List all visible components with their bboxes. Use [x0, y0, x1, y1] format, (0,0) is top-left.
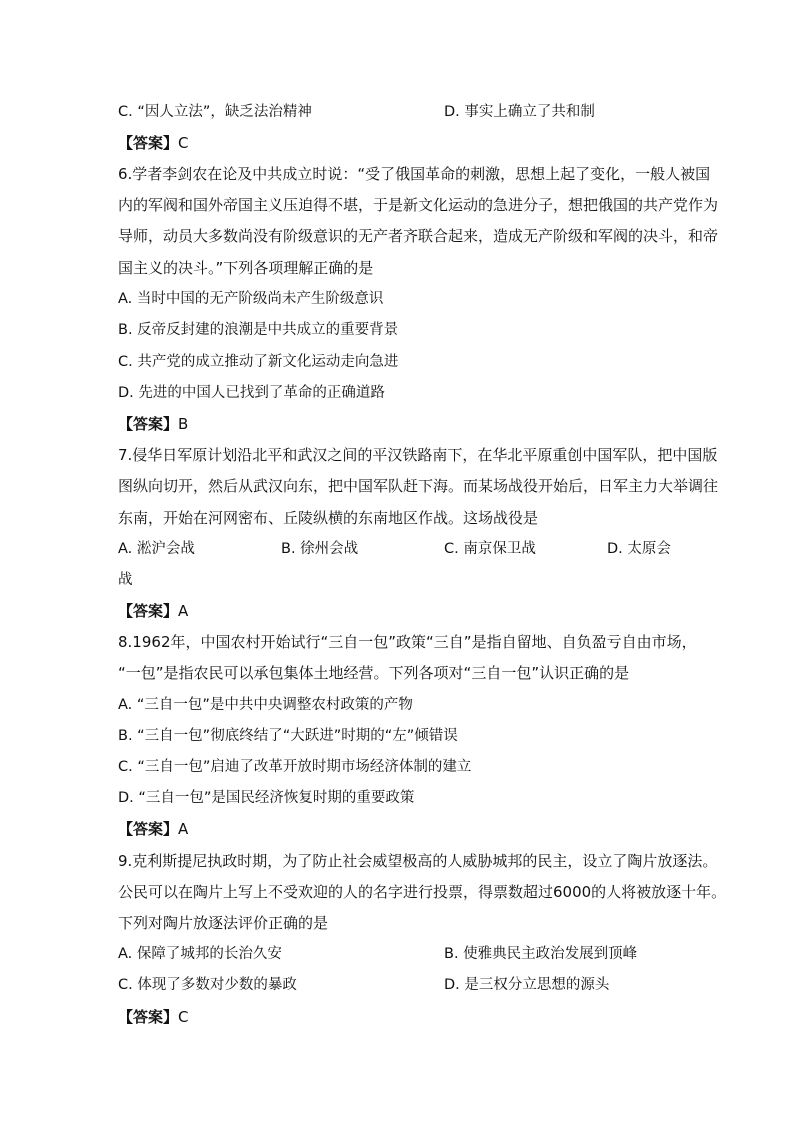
- q6-stem-line-4: 国主义的决斗。”下列各项理解正确的是: [118, 259, 374, 277]
- answer-label: 【答案】: [118, 820, 179, 838]
- q6-option-b: B. 反帝反封建的浪潮是中共成立的重要背景: [118, 322, 399, 338]
- q7-stem-line-2: 图纵向切开，然后从武汉向东，把中国军队赶下海。而某场战役开始后，日军主力大举调往: [118, 477, 719, 495]
- q8-option-d: D. “三自一包”是国民经济恢复时期的重要政策: [118, 790, 415, 806]
- q7-option-a: A. 淞沪会战: [118, 541, 195, 557]
- q8-stem-line-1: 8.1962年，中国农村开始试行“三自一包”政策“三自”是指自留地、自负盈亏自由市场，: [118, 633, 697, 651]
- answer-label: 【答案】: [118, 602, 179, 620]
- answer-value: C: [178, 134, 189, 152]
- answer-value: B: [178, 415, 189, 433]
- q9-option-a: A. 保障了城邦的长治久安: [118, 946, 282, 962]
- q7-option-d: D. 太原会: [607, 541, 671, 557]
- q7-option-c: C. 南京保卫战: [444, 541, 536, 557]
- q9-stem-line-1: 9.克利斯提尼执政时期，为了防止社会威望极高的人威胁城邦的民主，设立了陶片放逐法。: [118, 852, 718, 870]
- q9-option-d: D. 是三权分立思想的源头: [444, 977, 610, 993]
- q6-option-d: D. 先进的中国人已找到了革命的正确道路: [118, 385, 385, 401]
- answer-value: C: [178, 1008, 189, 1026]
- q7-stem-line-1: 7.侵华日军原计划沿北平和武汉之间的平汉铁路南下，在华北平原重创中国军队，把中国版: [118, 446, 718, 464]
- q8-stem-line-2: “一包”是指农民可以承包集体土地经营。下列各项对“三自一包”认识正确的是: [118, 664, 630, 682]
- q6-stem-line-2: 内的军阀和国外帝国主义压迫得不堪，于是新文化运动的急进分子，想把俄国的共产党作为: [118, 196, 719, 214]
- q5-option-d: D. 事实上确立了共和制: [444, 104, 595, 120]
- q9-option-c: C. 体现了多数对少数的暴政: [118, 977, 297, 993]
- q6-stem-line-1: 6.学者李剑农在论及中共成立时说：“受了俄国革命的刺激，思想上起了变化，一般人被国: [118, 165, 711, 183]
- q7-option-b: B. 徐州会战: [281, 541, 359, 557]
- q9-stem-line-3: 下列对陶片放逐法评价正确的是: [118, 914, 329, 932]
- q9-answer: [118, 1006, 189, 1028]
- q5-option-c: C. “因人立法”，缺乏法治精神: [118, 104, 312, 120]
- q9-option-b: B. 使雅典民主政治发展到顶峰: [444, 946, 638, 962]
- q8-option-a: A. “三自一包”是中共中央调整农村政策的产物: [118, 697, 413, 713]
- q8-option-b: B. “三自一包”彻底终结了“大跃进”时期的“左”倾错误: [118, 728, 458, 744]
- q7-option-d-wrap: 战: [118, 572, 133, 588]
- answer-label: 【答案】: [118, 415, 179, 433]
- q7-answer: [118, 600, 188, 622]
- answer-value: A: [178, 820, 189, 838]
- q6-option-c: C. 共产党的成立推动了新文化运动走向急进: [118, 354, 399, 370]
- q5-answer: [118, 132, 189, 154]
- q9-stem-line-2: 公民可以在陶片上写上不受欢迎的人的名字进行投票，得票数超过6000的人将被放逐十年。: [118, 883, 727, 901]
- q8-answer: [118, 818, 188, 840]
- q7-stem-line-3: 东南，开始在河网密布、丘陵纵横的东南地区作战。这场战役是: [118, 509, 539, 527]
- q8-option-c: C. “三自一包”启迪了改革开放时期市场经济体制的建立: [118, 759, 472, 775]
- answer-label: 【答案】: [118, 1008, 179, 1026]
- answer-value: A: [178, 602, 189, 620]
- q6-answer: [118, 413, 188, 435]
- answer-label: 【答案】: [118, 134, 179, 152]
- q6-stem-line-3: 导师，动员大多数尚没有阶级意识的无产者齐联合起来，造成无产阶级和军阀的决斗，和帝: [118, 227, 719, 245]
- q6-option-a: A. 当时中国的无产阶级尚未产生阶级意识: [118, 291, 384, 307]
